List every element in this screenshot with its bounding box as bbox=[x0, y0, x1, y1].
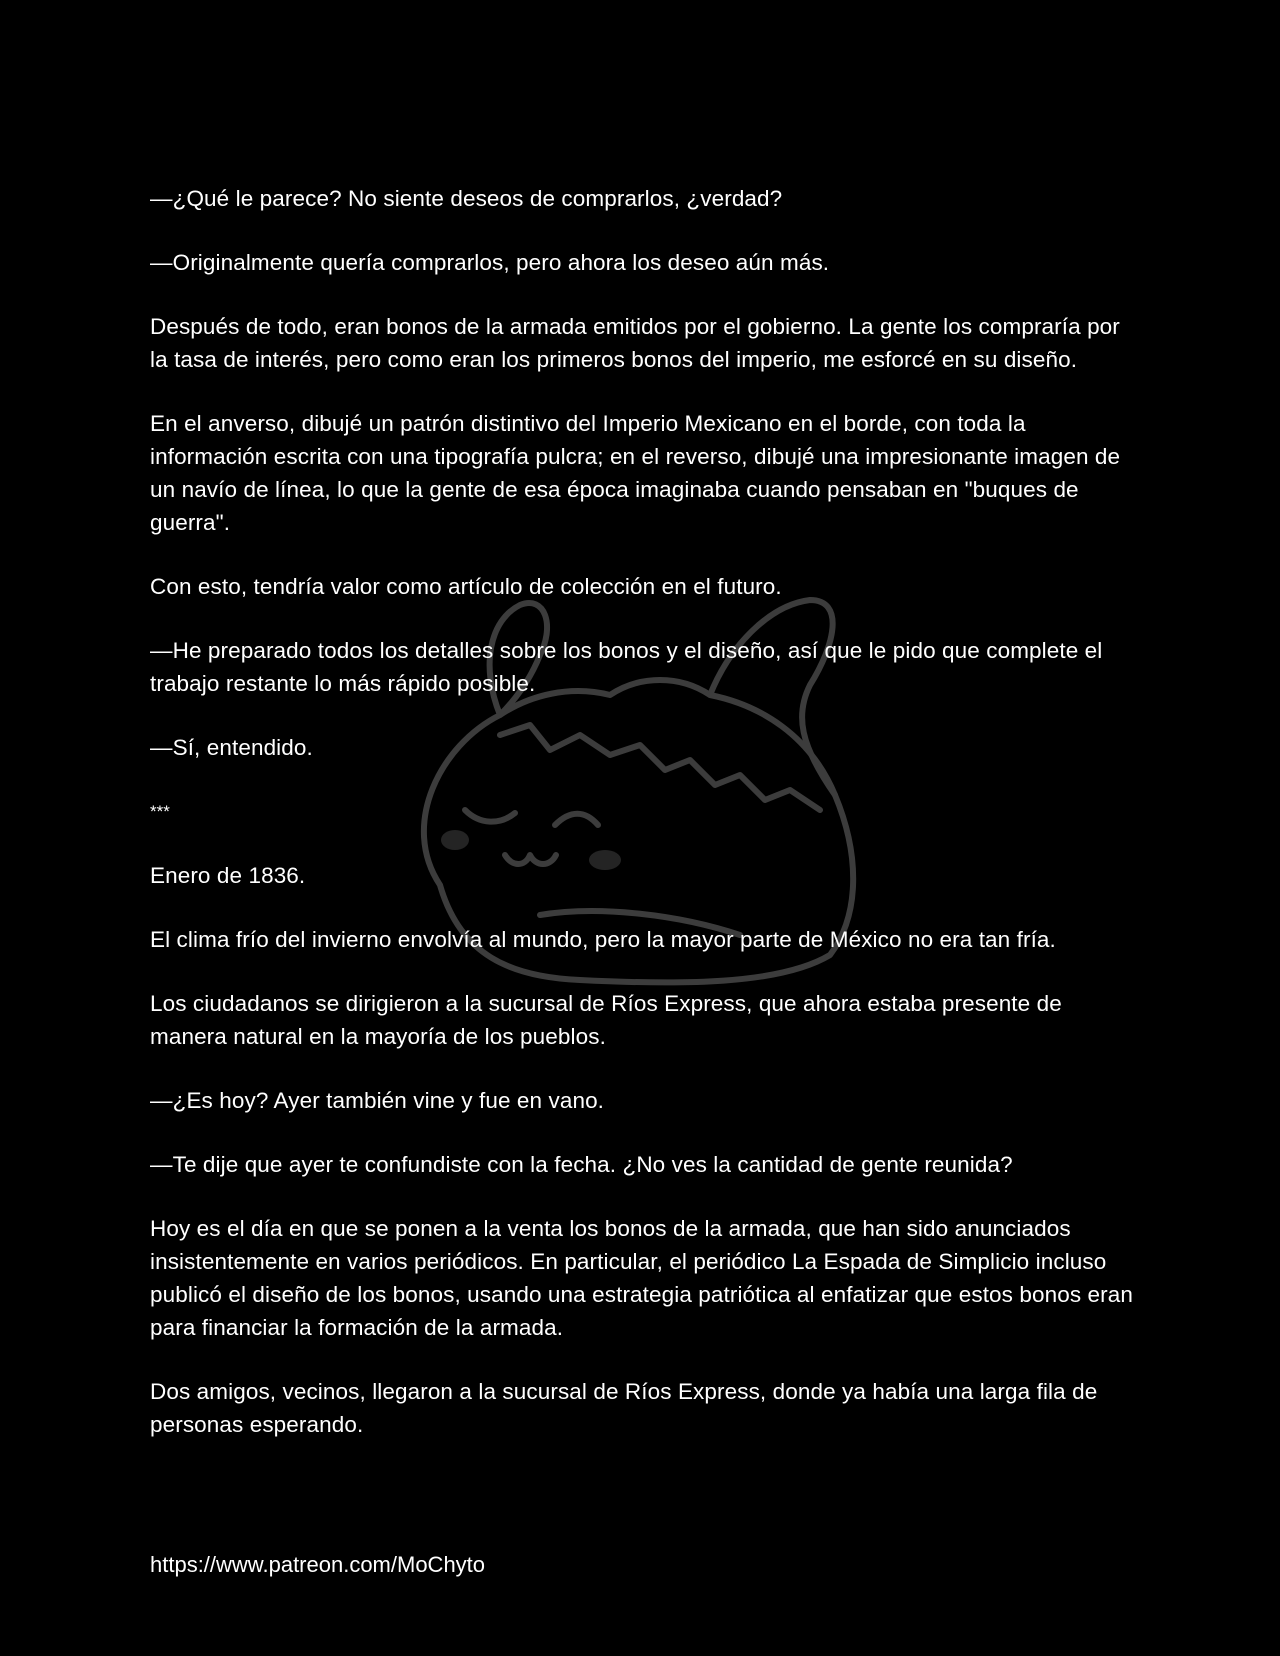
paragraph: —Sí, entendido. bbox=[150, 735, 313, 760]
paragraph: —Originalmente quería comprarlos, pero ahora los deseo aún más. bbox=[150, 250, 830, 275]
paragraph: Hoy es el día en que se ponen a la venta los bonos de la armada, que han sido anunciados insistentemente en varios periódicos. En particular, el periódico La Espada de Simplicio incluso publicó el diseño de los bonos, usando una estrategia patriótica al enfatizar que estos bonos eran para financiar la formación de la armada. bbox=[150, 1216, 1133, 1340]
paragraph: El clima frío del invierno envolvía al mundo, pero la mayor parte de México no era tan fría. bbox=[150, 927, 1056, 952]
paragraph: Enero de 1836. bbox=[150, 863, 306, 888]
paragraph: Dos amigos, vecinos, llegaron a la sucursal de Ríos Express, donde ya había una larga fila de personas esperando. bbox=[150, 1379, 1098, 1437]
document-body bbox=[150, 182, 1140, 1472]
paragraph: —¿Qué le parece? No siente deseos de comprarlos, ¿verdad? bbox=[150, 186, 783, 211]
paragraph: Los ciudadanos se dirigieron a la sucursal de Ríos Express, que ahora estaba presente de manera natural en la mayoría de los pueblos. bbox=[150, 991, 1062, 1049]
patreon-link[interactable]: https://www.patreon.com/MoChyto bbox=[150, 1552, 486, 1577]
paragraph: Con esto, tendría valor como artículo de colección en el futuro. bbox=[150, 574, 782, 599]
paragraph: En el anverso, dibujé un patrón distintivo del Imperio Mexicano en el borde, con toda la información escrita con una tipografía pulcra; en el reverso, dibujé una impresionante imagen de un navío de línea, lo que la gente de esa época imaginaba cuando pensaban en "buques de guerra". bbox=[150, 411, 1121, 535]
paragraph: —¿Es hoy? Ayer también vine y fue en vano. bbox=[150, 1088, 605, 1113]
paragraph: —He preparado todos los detalles sobre los bonos y el diseño, así que le pido que complete el trabajo restante lo más rápido posible. bbox=[150, 638, 1103, 696]
paragraph: —Te dije que ayer te confundiste con la fecha. ¿No ves la cantidad de gente reunida? bbox=[150, 1152, 1013, 1177]
scene-break: *** bbox=[150, 802, 170, 821]
paragraph: Después de todo, eran bonos de la armada emitidos por el gobierno. La gente los compraría por la tasa de interés, pero como eran los primeros bonos del imperio, me esforcé en su diseño. bbox=[150, 314, 1120, 372]
